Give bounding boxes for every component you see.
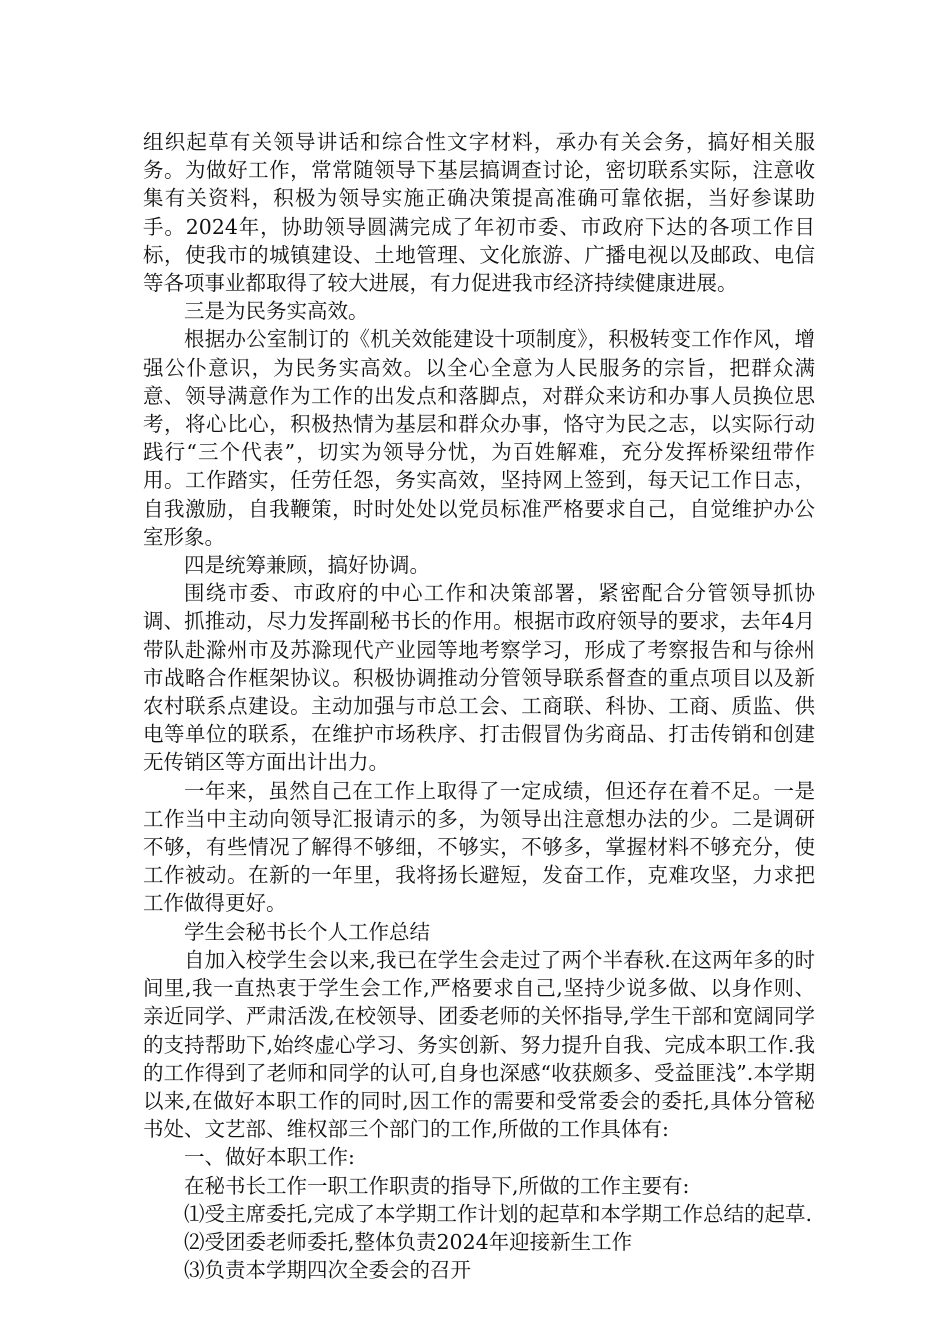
paragraph-6: 一年来，虽然自己在工作上取得了一定成绩，但还存在着不足。一是工作当中主动向领导汇报请示的多，为领导出注意想办法的少。二是调研不够，有些情况了解得不够细，不够实，不够多，掌握材料不够充分，使工作被动。在新的一年里，我将扬长避短，发奋工作，克难攻坚，力求把工作做得更好。 — [143, 778, 815, 916]
paragraph-9: 一、做好本职工作: — [184, 1145, 355, 1170]
paragraph-1: 组织起草有关领导讲话和综合性文字材料，承办有关会务，搞好相关服务。为做好工作，常常随领导下基层搞调查讨论，密切联系实际，注意收集有关资料，积极为领导实施正确决策提高准确可靠依据，当好参谋助手。2024年，协助领导圆满完成了年初市委、市政府下达的各项工作目标，使我市的城镇建设、土地管理、文化旅游、广播电视以及邮政、电信等各项事业都取得了较大进展，有力促进我市经济持续健康进展。 — [143, 130, 815, 296]
list-item-3: ⑶负责本学期四次全委会的召开 — [184, 1258, 471, 1283]
paragraph-8: 自加入校学生会以来,我已在学生会走过了两个半春秋.在这两年多的时间里,我一直热衷于学生会工作,严格要求自己,坚持少说多做、以身作则、亲近同学、严肃活泼,在校领导、团委老师的关怀指导,学生干部和宽阔同学的支持帮助下,始终虚心学习、务实创新、努力提升自我、完成本职工作.我的工作得到了老师和同学的认可,自身也深感“收获颇多、受益匪浅”.本学期以来,在做好本职工作的同时,因工作的需要和受常委会的委托,具体分管秘书处、文艺部、维权部三个部门的工作,所做的工作具体有: — [143, 947, 815, 1142]
paragraph-2: 三是为民务实高效。 — [184, 299, 369, 324]
paragraph-5: 围绕市委、市政府的中心工作和决策部署，紧密配合分管领导抓协调、抓推动，尽力发挥副秘书长的作用。根据市政府领导的要求，去年4月带队赴滁州市及苏滁现代产业园等地考察学习，形成了考察报告和与徐州市战略合作框架协议。积极协调推动分管领导联系督查的重点项目以及新农村联系点建设。主动加强与市总工会、工商联、科协、工商、质监、供电等单位的联系，在维护市场秩序、打击假冒伪劣商品、打击传销和创建无传销区等方面出计出力。 — [143, 581, 815, 775]
section-title: 学生会秘书长个人工作总结 — [184, 919, 430, 944]
list-item-1: ⑴受主席委托,完成了本学期工作计划的起草和本学期工作总结的起草. — [184, 1201, 813, 1226]
paragraph-4: 四是统筹兼顾，搞好协调。 — [184, 553, 430, 578]
paragraph-3: 根据办公室制订的《机关效能建设十项制度》，积极转变工作作风，增强公仆意识，为民务实高效。以全心全意为人民服务的宗旨，把群众满意、领导满意作为工作的出发点和落脚点，对群众来访和办事人员换位思考，将心比心，积极热情为基层和群众办事，恪守为民之志，以实际行动践行“三个代表”，切实为领导分忧，为百姓解难，充分发挥桥梁纽带作用。工作踏实，任劳任怨，务实高效，坚持网上签到，每天记工作日志，自我激励，自我鞭策，时时处处以党员标准严格要求自己，自觉维护办公室形象。 — [143, 327, 815, 549]
document-body — [143, 128, 815, 1284]
list-item-2: ⑵受团委老师委托,整体负责2024年迎接新生工作 — [184, 1229, 633, 1254]
paragraph-10: 在秘书长工作一职工作职责的指导下,所做的工作主要有: — [184, 1173, 690, 1198]
